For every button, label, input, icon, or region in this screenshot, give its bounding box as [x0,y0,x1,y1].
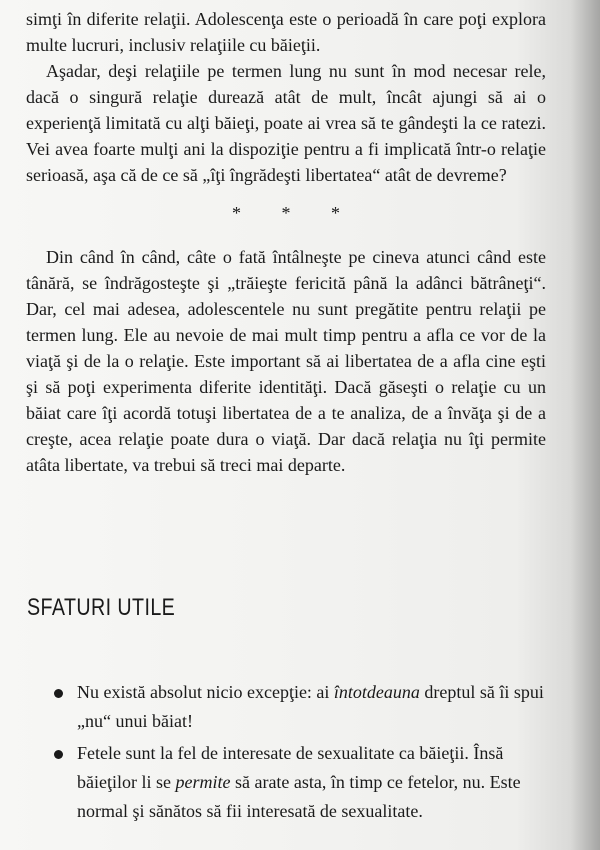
tip-item [50,678,550,736]
body-text [26,6,546,478]
tip-text-end: să arate asta, în timp ce fetelor, nu. Este normal şi sănătos să fii interesată de sexualitate. [77,772,521,821]
paragraph-long-term-relationships: Aşadar, deşi relaţiile pe termen lung nu sunt în mod necesar rele, dacă o singură relaţie durează atât de mult, încât ajungi să ai o experienţă limitată cu alţi băieţi, poate ai vrea să te gândeşti la ce ratezi. Vei avea foarte mulţi ani la dispoziţie pentru a fi implicată într-o relaţie serioasă, aşa că de ce să „îţi îngrădeşti libertatea“ atât de devreme? [26,61,546,185]
tip-emphasis: permite [175,772,231,792]
tip-text-start: Fetele sunt la fel de interesate de sexualitate ca băieţii. Însă băieţilor li se [77,743,504,792]
paragraph-continued: simţi în diferite relaţii. Adolescenţa este o perioadă în care poţi explora multe lucruri, inclusiv relaţiile cu băieţii. [26,9,546,55]
section-separator: * * * [232,203,358,223]
section-title: SFATURI UTILE [27,594,176,621]
bullet-icon [54,750,63,759]
bullet-icon [54,689,63,698]
tip-text-start: Nu există absolut nicio excepţie: ai [77,682,334,702]
tip-emphasis: întotdeauna [333,682,420,702]
tip-item [50,739,550,826]
tips-list [50,678,550,826]
tip-text-end: dreptul să îi spui „nu“ unui băiat! [77,682,544,731]
page-edge-shadow [570,0,600,850]
paragraph-young-love: Din când în când, câte o fată întâlneşte pe cineva atunci când este tânără, se îndrăgosteşte şi „trăieşte fericită până la adânci bătrâneţi“. Dar, cel mai adesea, adolescentele nu sunt pregătite pentru relaţii pe termen lung. Ele au nevoie de mai mult timp pentru a afla ce vor de la viaţă şi de la o relaţie. Este important să ai libertatea de a afla cine eşti şi să poţi experimenta diferite identităţi. Dacă găseşti o relaţie cu un băiat care îţi acordă totuşi libertatea de a te analiza, de a învăţa şi de a creşte, acea relaţie poate dura o viaţă. Dar dacă relaţia nu îţi permite atâta libertate, va trebui să treci mai departe. [26,247,546,475]
